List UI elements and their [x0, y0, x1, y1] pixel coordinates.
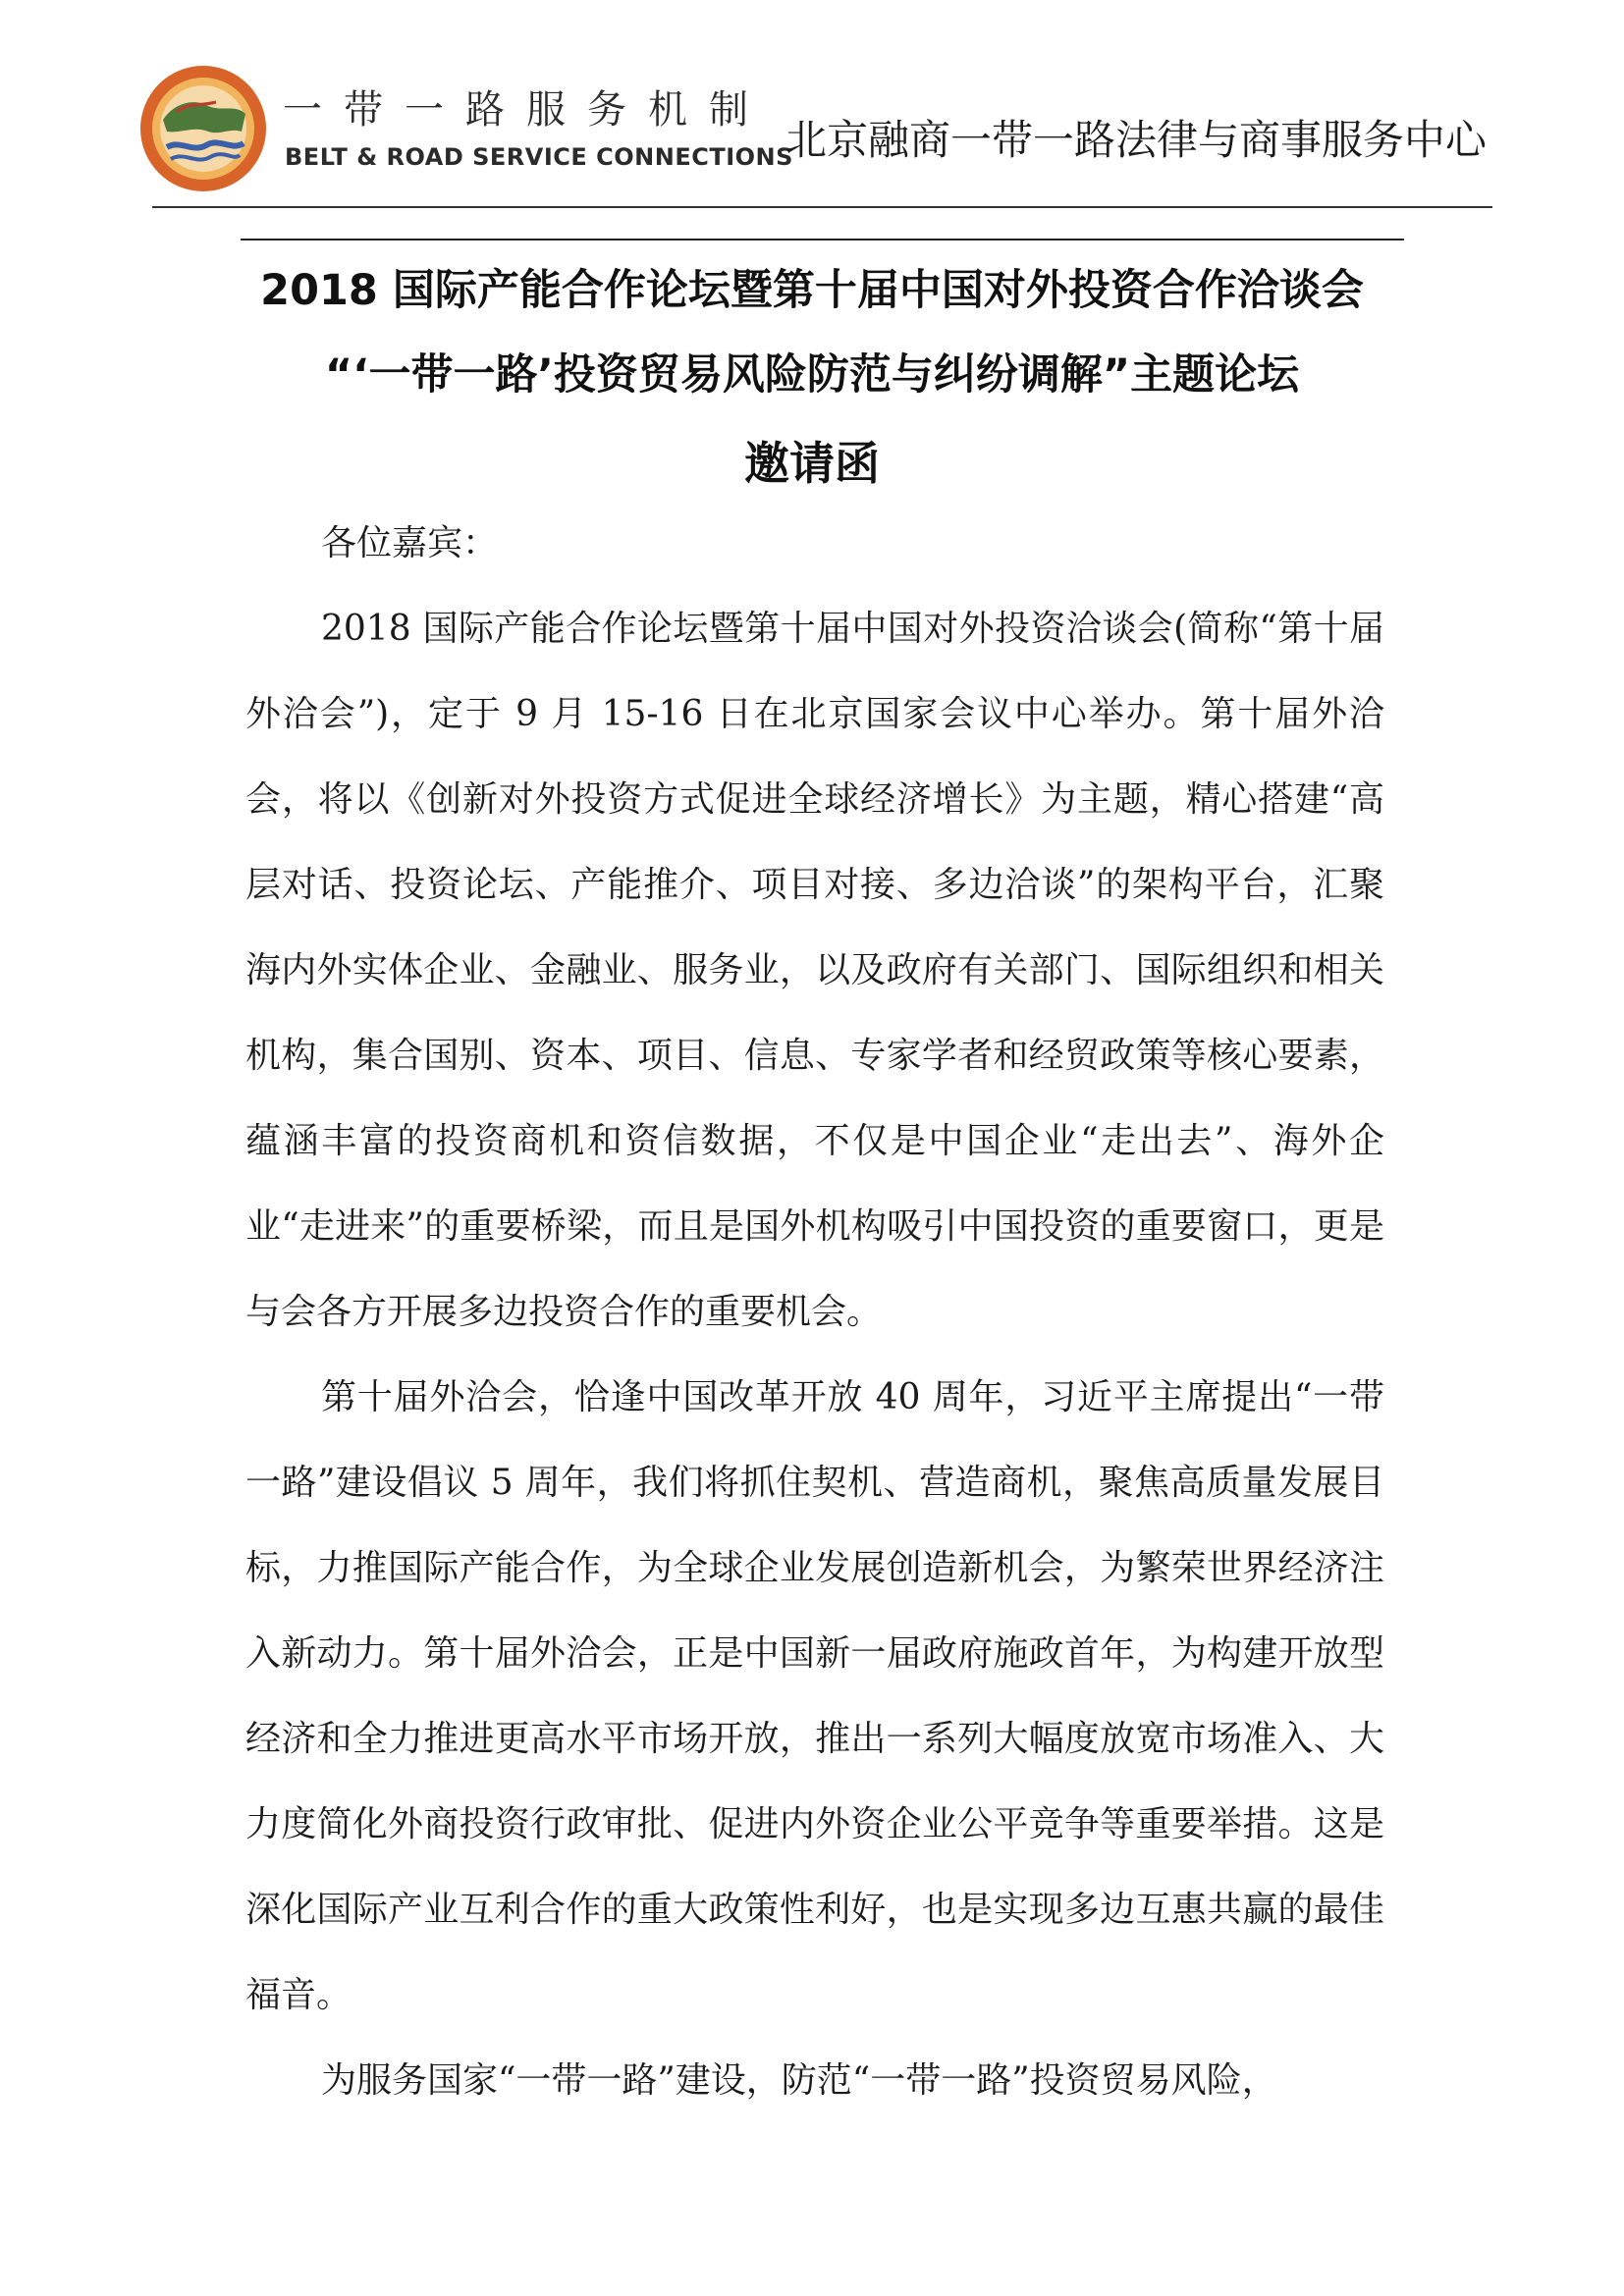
brand-english-name: BELT & ROAD SERVICE CONNECTIONS — [285, 143, 793, 171]
title-divider — [241, 239, 1404, 240]
forum-subtitle: “‘一带一路’投资贸易风险防范与纠纷调解”主题论坛 — [324, 350, 1300, 400]
letterhead — [137, 57, 1492, 204]
paragraph-3: 为服务国家“一带一路”建设，防范“一带一路”投资贸易风险， — [321, 2060, 1277, 2101]
header-divider — [152, 206, 1492, 208]
paragraph-2: 第十届外洽会，恰逢中国改革开放 40 周年，习近平主席提出“一带一路”建设倡议 5 周年，我们将抓住契机、营造商机，聚焦高质量发展目标，力推国际产能合作，为全球企业发展创造新机会，为繁荣世界经济注入新动力。第十届外洽会，正是中国新一届政府施政首年，为构建开放型经济和全力推进更高水平市场开放，推出一系列大幅度放宽市场准入、大力度简化外商投资行政审批、促进内外资企业公平竞争等重要举措。这是深化国际产业互利合作的重大政策性利好，也是实现多边互惠共赢的最佳福音。 — [245, 1377, 1384, 2015]
letter-body — [245, 2038, 1384, 2123]
paragraph-1: 2018 国际产能合作论坛暨第十届中国对外投资洽谈会(简称“第十届外洽会”)，定于 9 月 15-16 日在北京国家会议中心举办。第十届外洽会，将以《创新对外投资方式促进全球经济增长》为主题，精心搭建“高层对话、投资论坛、产能推介、项目对接、多边洽谈”的架构平台，汇聚海内外实体企业、金融业、服务业，以及政府有关部门、国际组织和相关机构，集合国别、资本、项目、信息、专家学者和经贸政策等核心要素，蕴涵丰富的投资商机和资信数据，不仅是中国企业“走出去”、海外企业“走进来”的重要桥梁，而且是国外机构吸引中国投资的重要窗口，更是与会各方开展多边投资合作的重要机会。 — [245, 609, 1384, 1332]
invitation-heading: 邀请函 — [744, 437, 880, 490]
organization-name: 北京融商一带一路法律与商事服务中心 — [785, 116, 1488, 164]
letter-body — [245, 1355, 1384, 2038]
salutation: 各位嘉宾： — [321, 523, 499, 563]
belt-road-logo-icon — [137, 63, 269, 194]
forum-title: 2018 国际产能合作论坛暨第十届中国对外投资合作洽谈会 — [260, 266, 1364, 315]
brand-chinese-name: 一带一路服务机制 — [283, 87, 770, 133]
letter-body — [245, 586, 1384, 1355]
